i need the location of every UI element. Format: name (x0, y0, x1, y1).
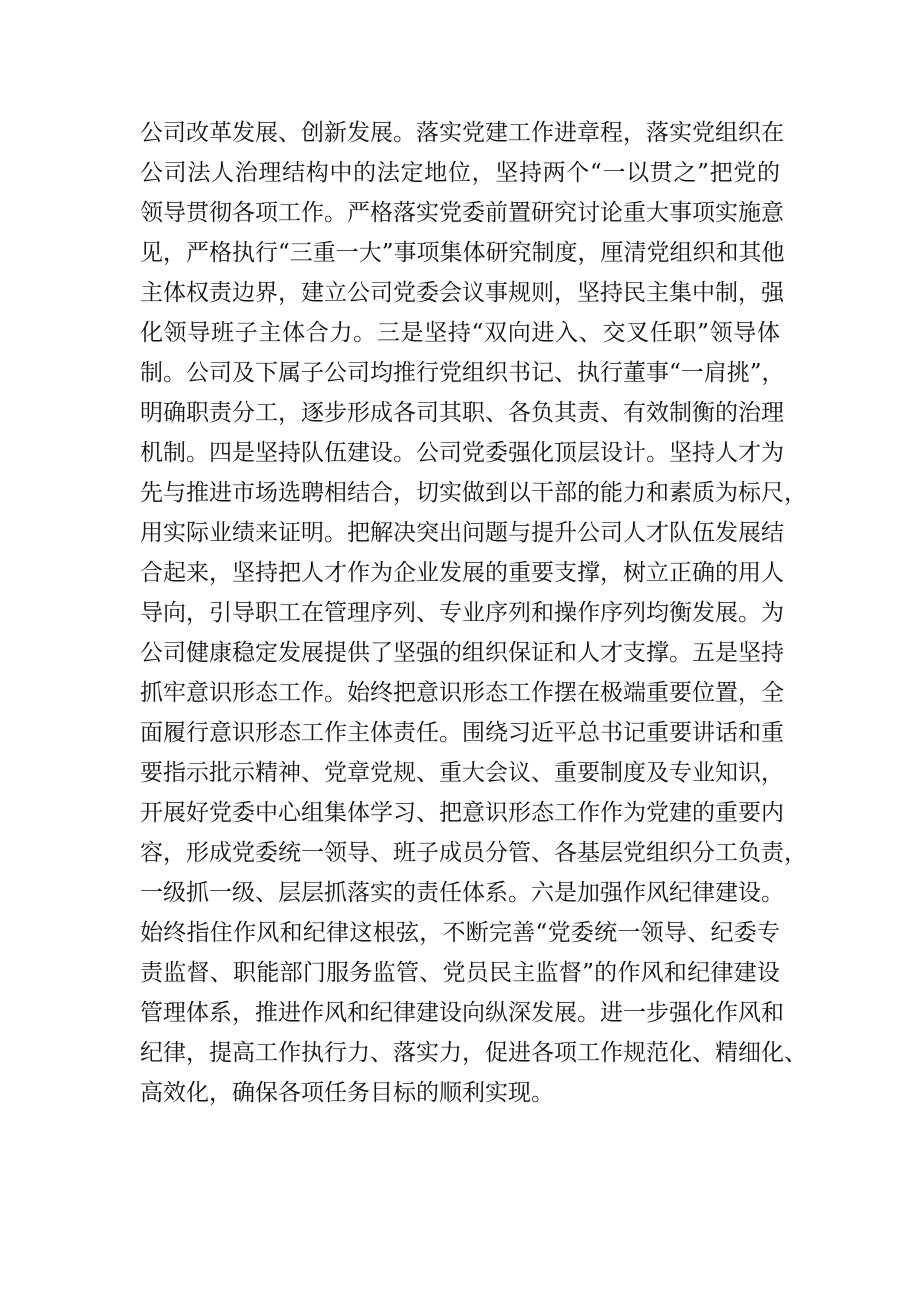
text-line: 化领导班子主体合力。三是坚持“双向进入、交叉任职”领导体 (140, 320, 780, 346)
text-line: 容，形成党委统一领导、班子成员分管、各基层党组织分工负责， (140, 840, 807, 866)
text-line: 管理体系，推进作风和纪律建设向纵深发展。进一步强化作风和 (140, 1000, 784, 1026)
text-line: 明确职责分工，逐步形成各司其职、各负其责、有效制衡的治理 (140, 400, 784, 426)
text-line: 领导贯彻各项工作。严格落实党委前置研究讨论重大事项实施意 (140, 200, 784, 226)
text-line: 始终指住作风和纪律这根弦，不断完善“党委统一领导、纪委专 (140, 920, 780, 946)
text-line: 抓牢意识形态工作。始终把意识形态工作摆在极端重要位置，全 (140, 680, 784, 706)
text-line: 机制。四是坚持队伍建设。公司党委强化顶层设计。坚持人才为 (140, 440, 784, 466)
text-line: 一级抓一级、层层抓落实的责任体系。六是加强作风纪律建设。 (140, 880, 784, 906)
text-line: 责监督、职能部门服务监管、党员民主监督”的作风和纪律建设 (140, 960, 780, 986)
text-line: 导向，引导职工在管理序列、专业序列和操作序列均衡发展。为 (140, 600, 784, 626)
text-line: 见，严格执行“三重一大”事项集体研究制度，厘清党组织和其他 (140, 240, 785, 266)
text-line: 公司健康稳定发展提供了坚强的组织保证和人才支撑。五是坚持 (140, 640, 784, 666)
text-line: 先与推进市场选聘相结合，切实做到以干部的能力和素质为标尺， (140, 480, 807, 506)
text-line: 合起来，坚持把人才作为企业发展的重要支撑，树立正确的用人 (140, 560, 784, 586)
text-line: 公司法人治理结构中的法定地位，坚持两个“一以贯之”把党的 (140, 160, 780, 186)
text-line: 用实际业绩来证明。把解决突出问题与提升公司人才队伍发展结 (140, 520, 784, 546)
text-line: 高效化，确保各项任务目标的顺利实现。 (140, 1080, 554, 1106)
text-line: 公司改革发展、创新发展。落实党建工作进章程，落实党组织在 (140, 120, 784, 146)
text-line: 制。公司及下属子公司均推行党组织书记、执行董事“一肩挑”， (140, 360, 785, 386)
text-line: 要指示批示精神、党章党规、重大会议、重要制度及专业知识， (140, 760, 784, 786)
text-line: 面履行意识形态工作主体责任。围绕习近平总书记重要讲话和重 (140, 720, 784, 746)
text-line: 主体权责边界，建立公司党委会议事规则，坚持民主集中制，强 (140, 280, 784, 306)
text-line: 纪律，提高工作执行力、落实力，促进各项工作规范化、精细化、 (140, 1040, 807, 1066)
text-line: 开展好党委中心组集体学习、把意识形态工作作为党建的重要内 (140, 800, 784, 826)
